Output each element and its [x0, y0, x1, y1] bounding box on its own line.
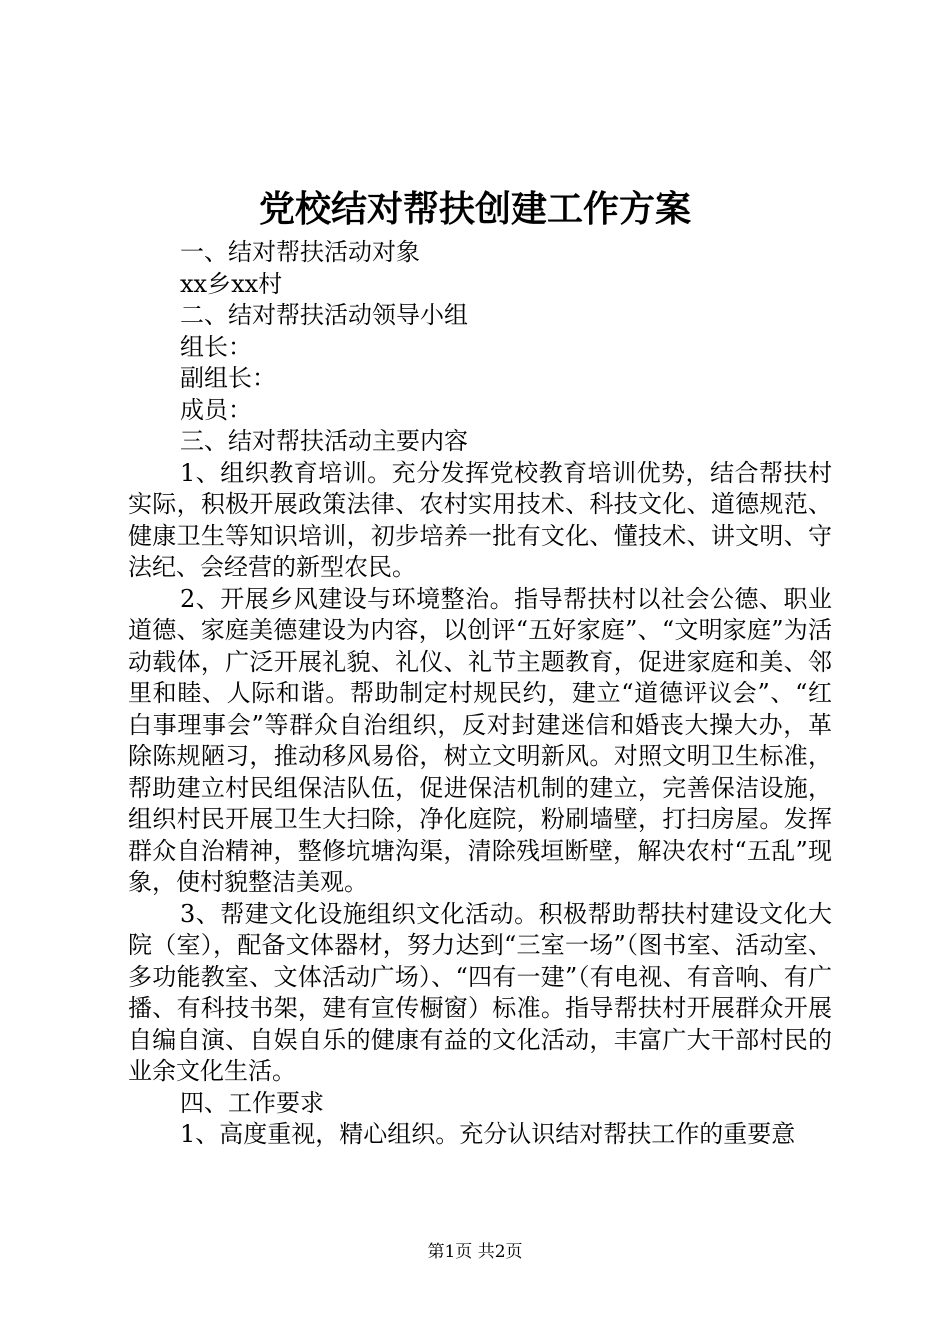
target-village: xx乡xx村	[180, 269, 283, 298]
section-heading-1: 一、结对帮扶活动对象	[180, 238, 420, 266]
members-line: 成员：	[180, 395, 252, 424]
section-heading-3: 三、结对帮扶活动主要内容	[180, 427, 468, 455]
content-item-2: 2、开展乡风建设与环境整治。指导帮扶村以社会公德、职业道德、家庭美德建设为内容，以创评“五好家庭”、“文明家庭”为活动载体，广泛开展礼貌、礼仪、礼节主题教育，促进家庭和美、邻里和睦、人际和谐。帮助制定村规民约，建立“道德评议会”、“红白事理事会”等群众自治组织，反对封建迷信和婚丧大操大办，革除陈规陋习，推动移风易俗，树立文明新风。对照文明卫生标准，帮助建立村民组保洁队伍，促进保洁机制的建立，完善保洁设施，组织村民开展卫生大扫除，净化庭院，粉刷墙壁，打扫房屋。发挥群众自治精神，整修坑塘沟渠，清除残垣断壁，解决农村“五乱”现象，使村貌整洁美观。	[128, 584, 832, 896]
document-body	[128, 237, 832, 1151]
content-item-1: 1、组织教育培训。充分发挥党校教育培训优势，结合帮扶村实际，积极开展政策法律、农村实用技术、科技文化、道德规范、健康卫生等知识培训，初步培养一批有文化、懂技术、讲文明、守法纪、会经营的新型农民。	[128, 458, 832, 581]
section-heading-2: 二、结对帮扶活动领导小组	[180, 301, 468, 329]
deputy-leader-line: 副组长：	[180, 364, 276, 392]
content-item-3: 3、帮建文化设施组织文化活动。积极帮助帮扶村建设文化大院（室），配备文体器材，努力达到“三室一场”（图书室、活动室、多功能教室、文体活动广场）、“四有一建”（有电视、有音响、有广播、有科技书架，建有宣传橱窗）标准。指导帮扶村开展群众开展自编自演、自娱自乐的健康有益的文化活动，丰富广大干部村民的业余文化生活。	[128, 899, 832, 1085]
page-number-footer: 第1页 共2页	[427, 1242, 523, 1262]
group-leader-line: 组长：	[180, 332, 252, 361]
requirement-item-1: 1、高度重视，精心组织。充分认识结对帮扶工作的重要意	[180, 1120, 796, 1148]
document-title: 党校结对帮扶创建工作方案	[258, 188, 691, 230]
section-heading-4: 四、工作要求	[180, 1088, 324, 1117]
